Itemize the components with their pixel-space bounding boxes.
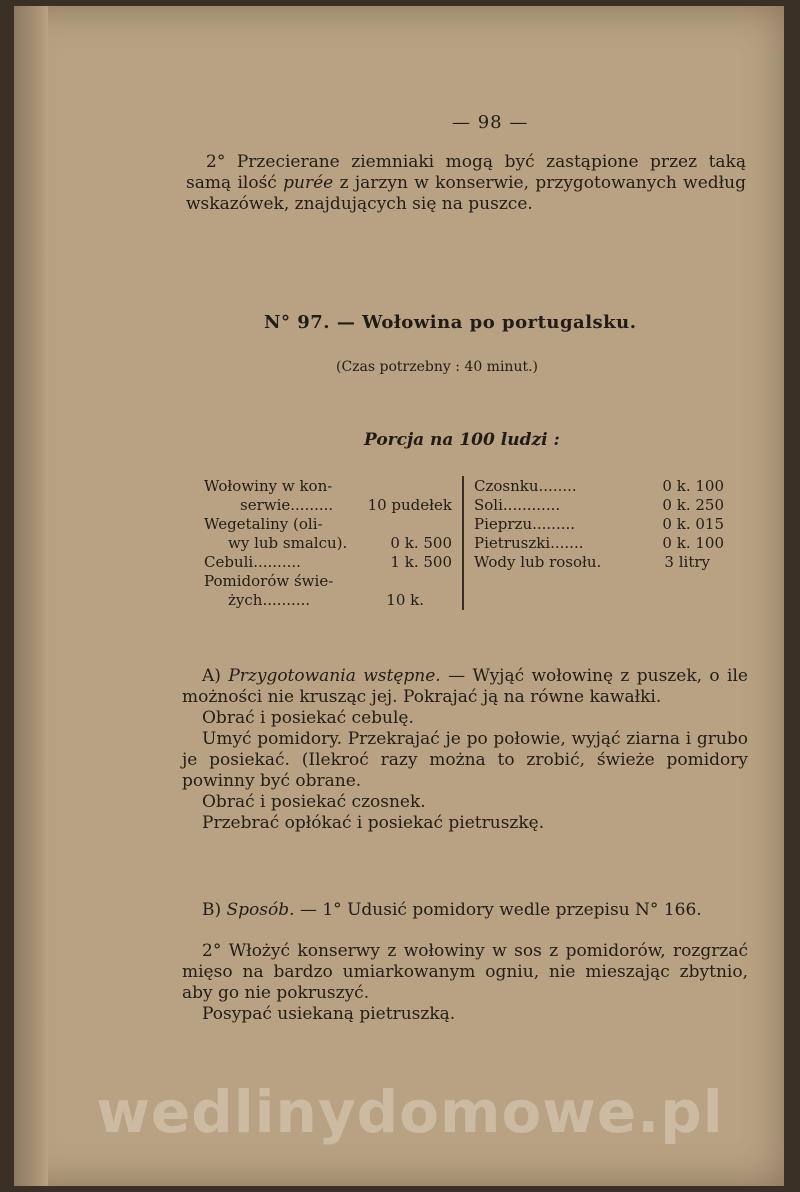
recipe-number: N° 97. — [264, 312, 331, 333]
ingredient-row: Czosnku........ 0 k. 100 — [474, 477, 724, 495]
section-b-label: B) — [202, 900, 222, 920]
ingredients-right — [474, 477, 724, 572]
section-a-heading: Przygotowania wstępne. — [228, 666, 441, 686]
section-a-text1: — Wyjąć wołowinę z puszek, o ile możności nie krusząc jej. Pokrajać ją na równe kawałki. — [182, 666, 748, 707]
section-a-text5: Przebrać opłókać i posiekać pietruszkę. — [202, 813, 545, 833]
ingredient-row: Pietruszki....... 0 k. 100 — [474, 534, 724, 552]
intro-note-part1: 2° Przecierane ziemniaki mogą być zastąpione przez taką samą ilość — [186, 152, 746, 193]
watermark: wedlinydomowe.pl — [96, 1078, 724, 1146]
section-b-text3: Posypać usiekaną pietruszką. — [202, 1004, 456, 1024]
book-spine — [14, 6, 48, 1186]
recipe-name: — Wołowina po portugalsku. — [336, 312, 637, 333]
section-a-text3: Umyć pomidory. Przekrajać je po połowie, wyjąć ziarna i grubo je posiekać. (Ilekroć razy można to zrobić, świeże pomidory powinny być obrane. — [182, 729, 748, 791]
ingredient-row: żych.......... 10 k. — [228, 591, 424, 609]
recipe-title — [264, 312, 637, 333]
ingredients-left — [204, 477, 452, 610]
ingredient-row: Cebuli.......... 1 k. 500 — [204, 553, 452, 571]
intro-note — [186, 152, 746, 215]
section-b-text1: — 1° Udusić pomidory wedle przepisu N° 166. — [294, 900, 702, 920]
section-b — [182, 900, 748, 1025]
ingredient-row: Pieprzu......... 0 k. 015 — [474, 515, 724, 533]
ingredient-row: Pomidorów świe- — [204, 572, 334, 590]
ingredient-row: serwie......... 10 pudełek — [240, 496, 452, 514]
column-divider — [462, 476, 464, 610]
ingredient-row: wy lub smalcu). 0 k. 500 — [228, 534, 452, 552]
page-number: — 98 — — [452, 112, 529, 133]
section-a-text4: Obrać i posiekać czosnek. — [202, 792, 426, 812]
ingredient-row: Wołowiny w kon- — [204, 477, 333, 495]
section-a-label: A) — [202, 666, 221, 686]
section-a-text2: Obrać i posiekać cebulę. — [202, 708, 414, 728]
intro-note-part2: z jarzyn w konserwie, przygotowanych według wskazówek, znajdujących się na puszce. — [186, 173, 746, 214]
section-a-intro — [182, 666, 748, 708]
ingredient-row: Soli............ 0 k. 250 — [474, 496, 724, 514]
book-page — [14, 6, 784, 1186]
ingredient-row: Wody lub rosołu. 3 litry — [474, 553, 710, 571]
intro-note-italic: purée — [283, 173, 334, 193]
section-b-heading: Sposób. — [226, 900, 295, 920]
section-a — [182, 666, 748, 834]
section-b-text2: 2° Włożyć konserwy z wołowiny w sos z pomidorów, rozgrzać mięso na bardzo umiarkowanym ogniu, nie mieszając zbytnio, aby go nie pokruszyć. — [182, 941, 748, 1003]
recipe-time: (Czas potrzebny : 40 minut.) — [336, 359, 538, 375]
portion-heading: Porcja na 100 ludzi : — [364, 430, 560, 450]
section-b-intro — [182, 900, 748, 921]
ingredient-row: Wegetaliny (oli- — [204, 515, 323, 533]
